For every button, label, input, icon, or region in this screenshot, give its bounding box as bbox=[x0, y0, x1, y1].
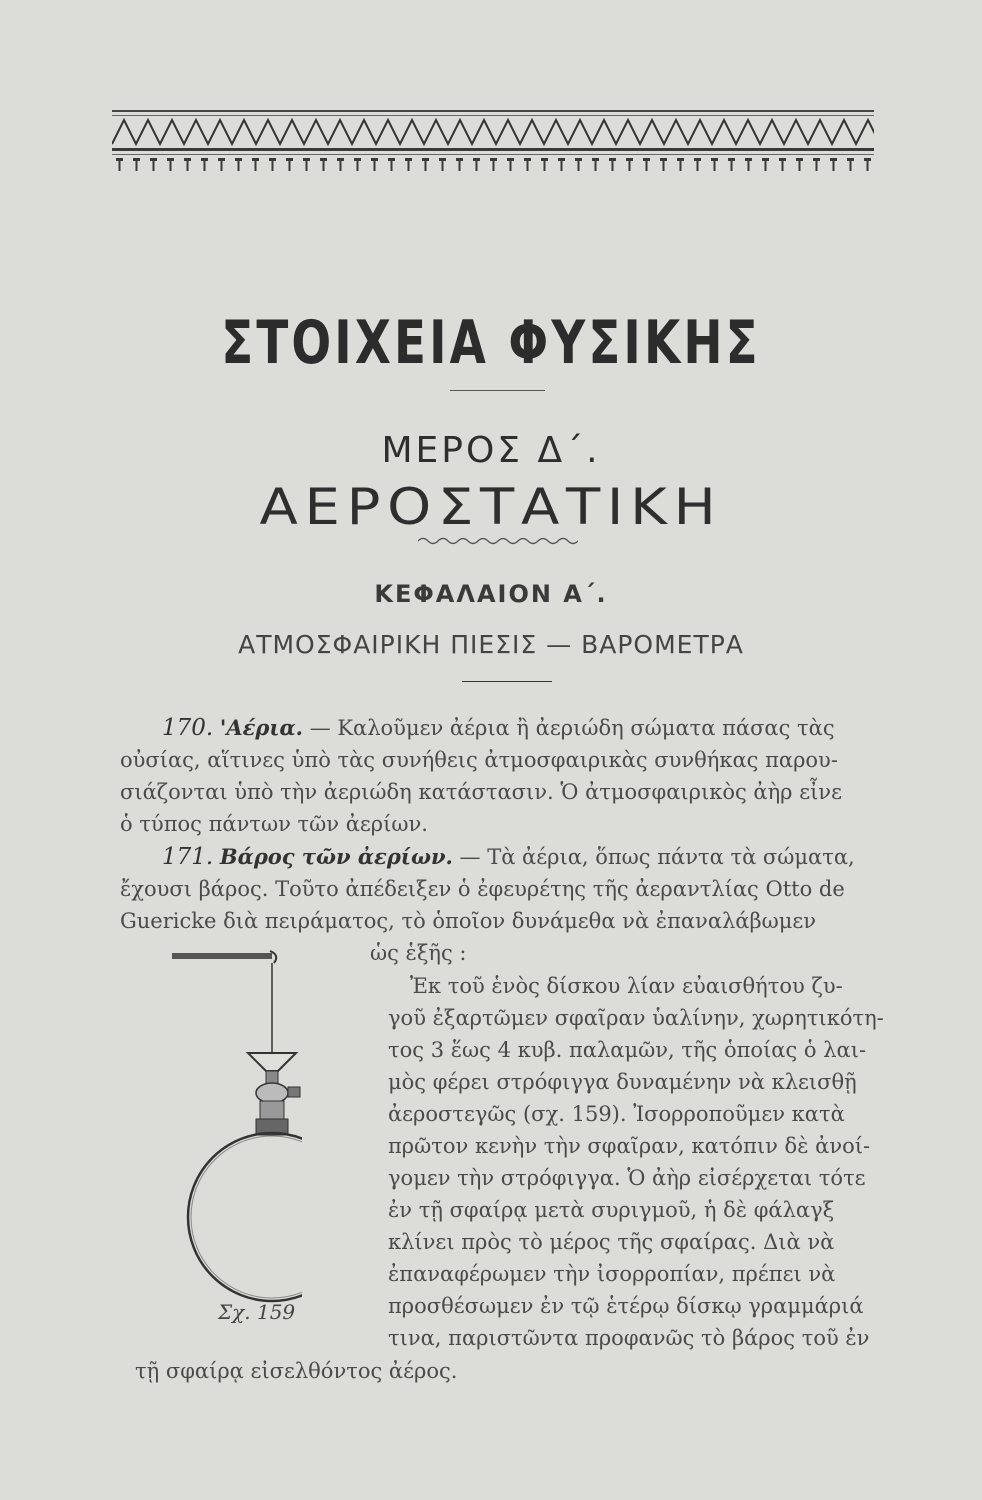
text-line: τος 3 ἕως 4 κυβ. παλαμῶν, τῆς ὁποίας ὁ λαι- bbox=[388, 1038, 867, 1062]
text-line: ἔχουσι βάρος. Τοῦτο ἀπέδειξεν ὁ ἐφευρέτης τῆς ἀεραντλίας Otto de bbox=[120, 877, 845, 901]
paragraph-171-line-1 bbox=[162, 841, 855, 873]
text-line: οὐσίας, αἵτινες ὑπὸ τὰς συνήθεις ἀτμοσφαιρικὰς συνθήκας παρου- bbox=[120, 748, 838, 772]
text-line: Guericke διὰ πειράματος, τὸ ὁποῖον δυνάμεθα νὰ ἐπαναλάβωμεν bbox=[120, 909, 817, 933]
paragraph-number: 170. bbox=[162, 715, 214, 741]
text-line: γοῦ ἐξαρτῶμεν σφαῖραν ὑαλίνην, χωρητικότη- bbox=[388, 1006, 884, 1030]
glass-sphere-illustration bbox=[162, 945, 302, 1305]
text-line: κλίνει πρὸς τὸ μέρος τῆς σφαίρας. Διὰ νὰ bbox=[388, 1230, 835, 1254]
text-line: πρῶτον κενὴν τὴν σφαῖραν, κατόπιν δὲ ἀνοί- bbox=[388, 1134, 871, 1158]
figure-caption: Σχ. 159 bbox=[218, 1300, 296, 1324]
text-line: Ἐκ τοῦ ἑνὸς δίσκου λίαν εὐαισθήτου ζυ- bbox=[410, 974, 843, 998]
paragraph-number: 171. bbox=[162, 844, 214, 870]
paragraph-170-line-1 bbox=[162, 712, 835, 744]
chapter-heading: ΚΕΦΑΛΑΙΟΝ Α΄. bbox=[374, 580, 608, 608]
text-line: τῇ σφαίρᾳ εἰσελθόντος ἀέρος. bbox=[135, 1359, 458, 1383]
text-line: — Τὰ ἀέρια, ὅπως πάντα τὰ σώματα, bbox=[459, 845, 855, 869]
text-line: ἀεροστεγῶς (σχ. 159). Ἰσορροποῦμεν κατὰ bbox=[388, 1102, 845, 1126]
chapter-divider bbox=[462, 681, 552, 682]
page-title: ΣΤΟΙΧΕΙΑ ΦΥΣΙΚΗΣ bbox=[221, 308, 761, 378]
ornamental-border bbox=[112, 108, 874, 178]
text-line: ἐν τῇ σφαίρᾳ μετὰ συριγμοῦ, ἡ δὲ φάλαγξ bbox=[388, 1198, 835, 1222]
text-line: ἐπαναφέρωμεν τὴν ἰσορροπίαν, πρέπει νὰ bbox=[388, 1262, 836, 1286]
title-divider bbox=[450, 390, 545, 391]
paragraph-heading: 'Αέρια. bbox=[219, 715, 303, 740]
paragraph-heading: Βάρος τῶν ἀερίων. bbox=[219, 844, 453, 869]
text-line: τινα, παριστῶντα προφανῶς τὸ βάρος τοῦ ἐν bbox=[388, 1326, 870, 1350]
text-line: ὡς ἑξῆς : bbox=[370, 941, 467, 965]
chapter-subtitle: ΑΤΜΟΣΦΑΙΡΙΚΗ ΠΙΕΣΙΣ — ΒΑΡΟΜΕΤΡΑ bbox=[238, 630, 744, 659]
text-line: σιάζονται ὑπὸ τὴν ἀεριώδη κατάστασιν. Ὁ ἀτμοσφαιρικὸς ἀὴρ εἶνε bbox=[120, 780, 842, 804]
text-line: προσθέσωμεν ἐν τῷ ἑτέρῳ δίσκῳ γραμμάριά bbox=[388, 1294, 864, 1318]
text-line: ὁ τύπος πάντων τῶν ἀερίων. bbox=[120, 812, 428, 836]
part-heading: ΜΕΡΟΣ Δ΄. bbox=[381, 430, 601, 471]
text-line: γομεν τὴν στρόφιγγα. Ὁ ἀὴρ εἰσέρχεται τότε bbox=[388, 1166, 866, 1190]
text-line: — Καλοῦμεν ἀέρια ἢ ἀεριώδη σώματα πάσας τὰς bbox=[309, 716, 835, 740]
section-heading: ΑΕΡΟΣΤΑΤΙΚΗ bbox=[259, 478, 723, 536]
text-line: μὸς φέρει στρόφιγγα δυναμένην νὰ κλεισθῇ bbox=[388, 1070, 857, 1094]
wavy-divider bbox=[418, 534, 578, 548]
